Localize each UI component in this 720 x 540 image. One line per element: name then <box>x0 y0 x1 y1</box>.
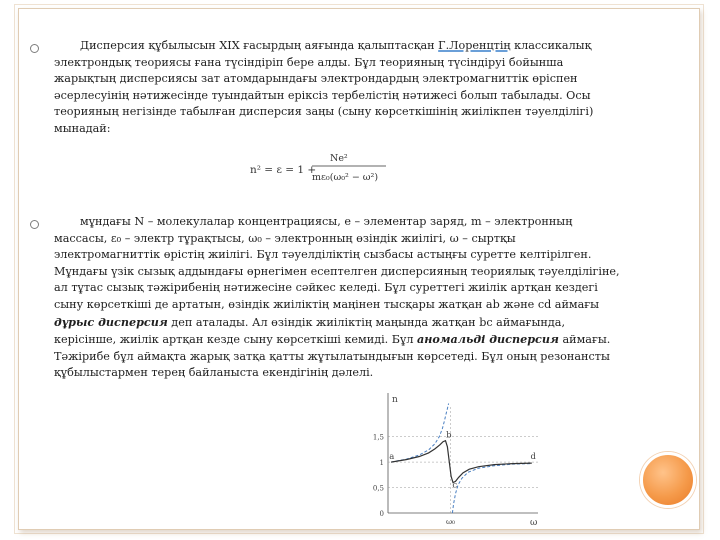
formula-lhs: n² = ε = 1 + <box>250 164 317 176</box>
bullet-circle-icon <box>30 44 39 53</box>
lorentz-link[interactable]: Г.Лоренцтің <box>438 39 511 52</box>
series-line-theory <box>391 404 449 463</box>
dispersion-chart <box>360 388 550 533</box>
series-line-experiment <box>391 441 532 483</box>
y-tick-label: 0,5 <box>372 484 384 493</box>
paragraph-1-suffix: классикалық электрондық теориясы ғана түсіндіріп бере алды. Бұл теорияның түсіндіруі бойынша жарықтың дисперсиясы зат атомдарындағы электрондардың электромагниттік өріспен әсерлесуінің нәтижесінде туындайтын еріксіз тербелістің нәтижесі болып табылады. Осы теорияның негізінде табылған дисперсия заңы (сыну көрсеткішінің жиілікпен тәуелділігі) мынадай: <box>54 39 594 135</box>
paragraph-2-text-1: мұндағы N – молекулалар концентрациясы, e – элементар заряд, m – электронның массасы, ε₀ – электр тұрақтысы, ω₀ – электронның өзіндік жиілігі, ω – сыртқы электромагниттік өрістің жиілігі. Бұл тәуелділіктің сызбасы астыңғы суретте келтірілген. Мұндағы үзік сызық аддындағы өрнегімен есептелген дисперсияның теориялық тәуелділігіне, ал тұтас сызық тәжірибенің нәтижесіне сәйкес келеді. Бұл суреттегі жиілік артқан кездегі сыну көрсеткіші де артатын, өзіндік жиіліктің маңінен тысқары жатқан ab және cd аймағы <box>54 215 620 311</box>
decorative-orange-circle <box>640 452 696 508</box>
y-tick-label: 0 <box>379 510 384 518</box>
point-label-d: d <box>530 452 536 463</box>
formula-denominator: mε₀(ω₀² − ω²) <box>312 172 379 183</box>
point-label-a: a <box>389 452 395 463</box>
paragraph-2-text-2: деп аталады. Ал өзіндік жиіліктің маңында жатқан bc аймағында, керісінше, жиілік артқан кезде сыну көрсеткіші кемиді. Бұл <box>54 315 566 347</box>
paragraph-2 <box>54 214 622 382</box>
point-label-c: c <box>452 480 458 491</box>
paragraph-1-prefix: Дисперсия құбылысын XIX ғасырдың аяғында қалыптасқан <box>80 39 439 52</box>
dispersion-formula <box>248 150 408 186</box>
y-tick-label: 1 <box>379 459 384 468</box>
bullet-circle-icon <box>30 220 39 229</box>
paragraph-2-text-3: аймағы. Тәжірибе бұл аймақта жарық затқа қатты жұтылатындығын көрсетеді. Бұл оның резонансты құбылыстармен терең байланыста екендігінің дәлелі. <box>54 333 611 380</box>
normal-dispersion-term: дұрыс дисперсия <box>54 314 168 329</box>
point-label-b: b <box>446 430 452 441</box>
series-line-theory-right <box>452 464 531 513</box>
paragraph-1 <box>54 38 622 138</box>
x-axis-label: ω <box>530 518 538 528</box>
y-axis-label: n <box>392 395 398 405</box>
x-tick-label: ω₀ <box>445 517 456 526</box>
anomalous-dispersion-term: аномальді дисперсия <box>417 332 559 347</box>
formula-numerator: Ne² <box>330 153 348 164</box>
y-tick-label: 1,5 <box>372 433 384 442</box>
